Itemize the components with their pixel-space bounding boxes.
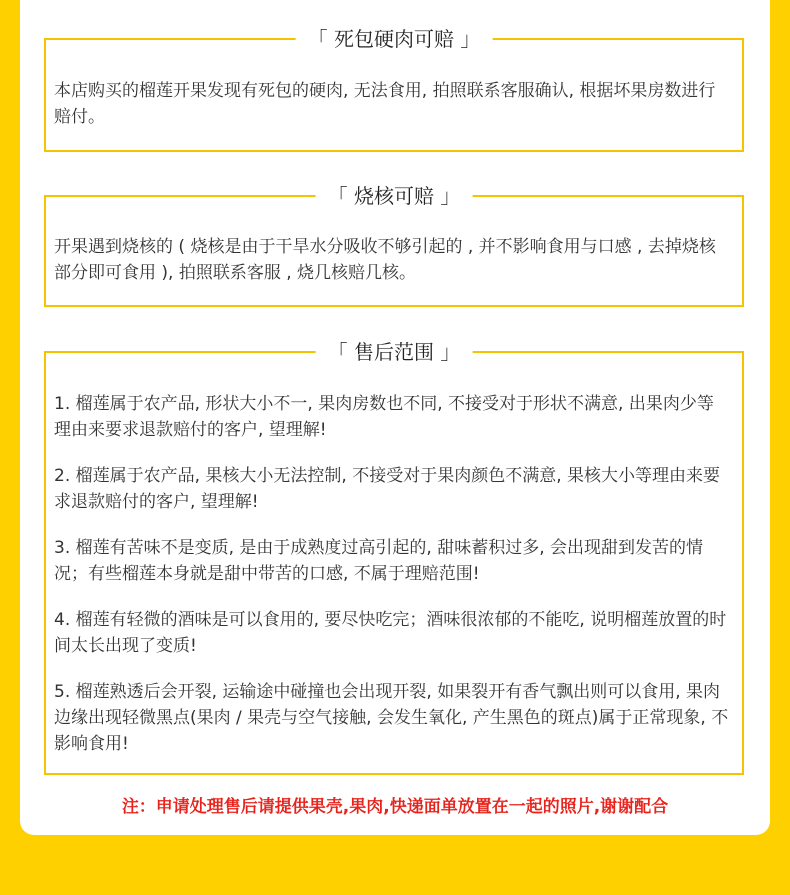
rule-item: 3. 榴莲有苦味不是变质, 是由于成熟度过高引起的, 甜味蓄积过多, 会出现甜到发苦的情况；有些榴莲本身就是甜中带苦的口感, 不属于理赔范围! [54, 538, 704, 584]
rule-item: 1. 榴莲属于农产品, 形状大小不一, 果肉房数也不同, 不接受对于形状不满意, 出果肉少等理由来要求退款赔付的客户, 望理解! [54, 394, 714, 440]
section-title: 「 售后范围 」 [316, 335, 473, 369]
section-after-sales-scope [44, 340, 744, 775]
rule-item: 2. 榴莲属于农产品, 果核大小无法控制, 不接受对于果肉颜色不满意, 果核大小等理由来要求退款赔付的客户, 望理解! [54, 466, 721, 512]
section-body: 本店购买的榴莲开果发现有死包的硬肉, 无法食用, 拍照联系客服确认, 根据坏果房数进行赔付。 [54, 81, 716, 127]
section-burnt-seed [44, 184, 744, 307]
section-body: 开果遇到烧核的 ( 烧核是由于干旱水分吸收不够引起的 , 并不影响食用与口感 , 去掉烧核部分即可食用 ), 拍照联系客服 , 烧几核赔几核。 [54, 237, 716, 283]
content-card [20, 0, 770, 835]
section-title: 「 死包硬肉可赔 」 [296, 22, 493, 56]
section-title: 「 烧核可赔 」 [316, 179, 473, 213]
rule-item: 5. 榴莲熟透后会开裂, 运输途中碰撞也会出现开裂, 如果裂开有香气飘出则可以食用, 果肉边缘出现轻微黑点(果肉 / 果壳与空气接触, 会发生氧化, 产生黑色的斑点)属于正常现象, 不影响食用! [54, 682, 729, 754]
footer-note: 注：申请处理售后请提供果壳,果肉,快递面单放置在一起的照片,谢谢配合 [121, 797, 669, 817]
rule-list [46, 353, 742, 757]
rule-item: 4. 榴莲有轻微的酒味是可以食用的, 要尽快吃完；酒味很浓郁的不能吃, 说明榴莲放置的时间太长出现了变质! [54, 610, 727, 656]
section-dead-pod-hard-flesh [44, 27, 744, 152]
